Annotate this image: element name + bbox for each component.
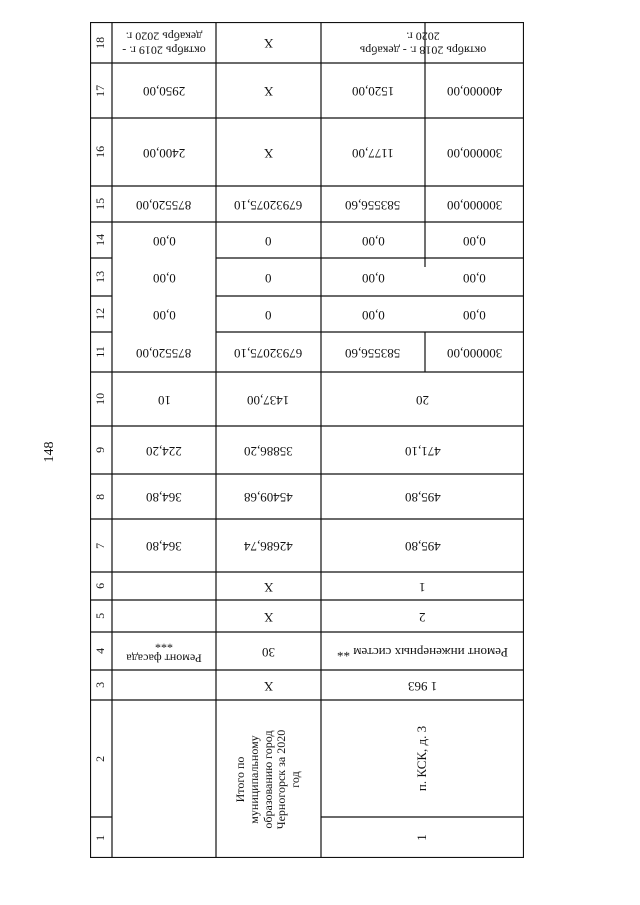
row-c-col5: 2	[419, 609, 426, 625]
row-c-col12a: 0,00	[361, 307, 385, 323]
row-c-year: 1 963	[407, 678, 438, 694]
col-number-1: 1	[93, 834, 108, 841]
col-number-14: 14	[93, 233, 108, 246]
row-c-col11a: 583556,60	[345, 345, 401, 361]
row-total-col4: 30	[262, 644, 275, 660]
row-a-col9: 224,20	[146, 443, 182, 459]
col-number-18: 18	[93, 36, 108, 49]
row-c-col17a: 1520,00	[351, 83, 395, 99]
row-c-address: п. КСК, д. 3	[414, 725, 430, 792]
col-number-7: 7	[93, 542, 108, 549]
row-a-col10: 10	[157, 392, 171, 408]
col-number-10: 10	[93, 392, 108, 405]
col-number-3: 3	[93, 681, 108, 688]
col-number-4: 4	[93, 647, 108, 654]
row-a-col11: 875520,00	[136, 345, 192, 361]
row-a-col3	[112, 670, 216, 700]
row-total-col6: X	[263, 579, 274, 595]
row-c-col12b: 0,00	[463, 307, 486, 323]
row-c-col6: 1	[419, 579, 426, 595]
row-a-col15: 875520,00	[136, 197, 192, 213]
row-c-col7: 495,80	[404, 538, 441, 554]
row-total-col10: 1437,00	[247, 392, 290, 408]
row-total-label: Итого по муниципальному образованию город Черногорск за 2020 год	[233, 729, 303, 829]
row-c-col17b: 400000,00	[446, 83, 503, 99]
col-number-12: 12	[93, 307, 108, 320]
row-a-col7: 364,80	[146, 538, 182, 554]
row-c-col11b: 300000,00	[446, 345, 503, 361]
row-c-col9: 471,10	[404, 443, 441, 459]
row-a-col16: 2400,00	[142, 145, 186, 161]
row-a-col2	[112, 700, 216, 817]
row-total-col14: 0	[265, 233, 272, 249]
col-number-2: 2	[93, 755, 108, 762]
col-number-8: 8	[93, 493, 108, 500]
row-total-col12: 0	[265, 307, 272, 323]
row-c-col15a: 583556,60	[345, 197, 401, 213]
row-c-col14b: 0,00	[463, 233, 486, 249]
row-total-col8: 45409,68	[244, 489, 293, 505]
row-total-col18: X	[263, 35, 274, 51]
row-total-col7: 42686,74	[244, 538, 293, 554]
row-c-col13b: 0,00	[463, 270, 486, 286]
data-table	[90, 22, 524, 858]
col-number-6: 6	[93, 582, 108, 589]
col-number-13: 13	[93, 270, 108, 283]
row-a-period: октябрь 2019 г. - декабрь 2020 г.	[122, 29, 206, 58]
row-a-col13: 0,00	[152, 270, 176, 286]
row-c-col14a: 0,00	[361, 233, 385, 249]
row-total-col11: 67932075,10	[234, 345, 303, 361]
row-c-col8: 495,80	[404, 489, 441, 505]
row-total-col17: X	[263, 83, 274, 99]
row-total-col5: X	[263, 609, 274, 625]
row-a-col17: 2950,00	[142, 83, 186, 99]
row-total-col3: X	[263, 678, 274, 694]
row-c-col10: 20	[416, 392, 429, 408]
row-a-col12: 0,00	[152, 307, 176, 323]
col-number-11: 11	[93, 346, 108, 358]
row-total-col15: 67932075,10	[234, 197, 303, 213]
row-c-col13a: 0,00	[361, 270, 385, 286]
page-number: 148	[42, 441, 57, 463]
row-a-col8: 364,80	[146, 489, 182, 505]
row-c-col16b: 300000,00	[446, 145, 503, 161]
row-a-col6	[112, 572, 216, 600]
row-c-index: 1	[414, 834, 430, 841]
row-total-col13: 0	[265, 270, 272, 286]
col-number-17: 17	[93, 84, 108, 97]
row-c-col16a: 1177,00	[352, 145, 394, 161]
col-number-15: 15	[93, 197, 108, 210]
row-c-period: октябрь 2018 г. - декабрь 2020 г.	[359, 29, 486, 58]
row-c-col15b: 300000,00	[446, 197, 503, 213]
col-number-5: 5	[93, 612, 108, 619]
col-number-9: 9	[93, 446, 108, 453]
row-a-work-type: Ремонт фасада ***	[126, 638, 202, 666]
row-total-col16: X	[263, 145, 274, 161]
row-total-col9: 35886,20	[244, 443, 293, 459]
row-a-col1	[112, 817, 216, 858]
row-a-col5	[112, 600, 216, 632]
row-c-work-type: Ремонт инженерных систем **	[336, 644, 509, 660]
row-a-col14: 0,00	[152, 233, 176, 249]
col-number-16: 16	[93, 145, 108, 158]
